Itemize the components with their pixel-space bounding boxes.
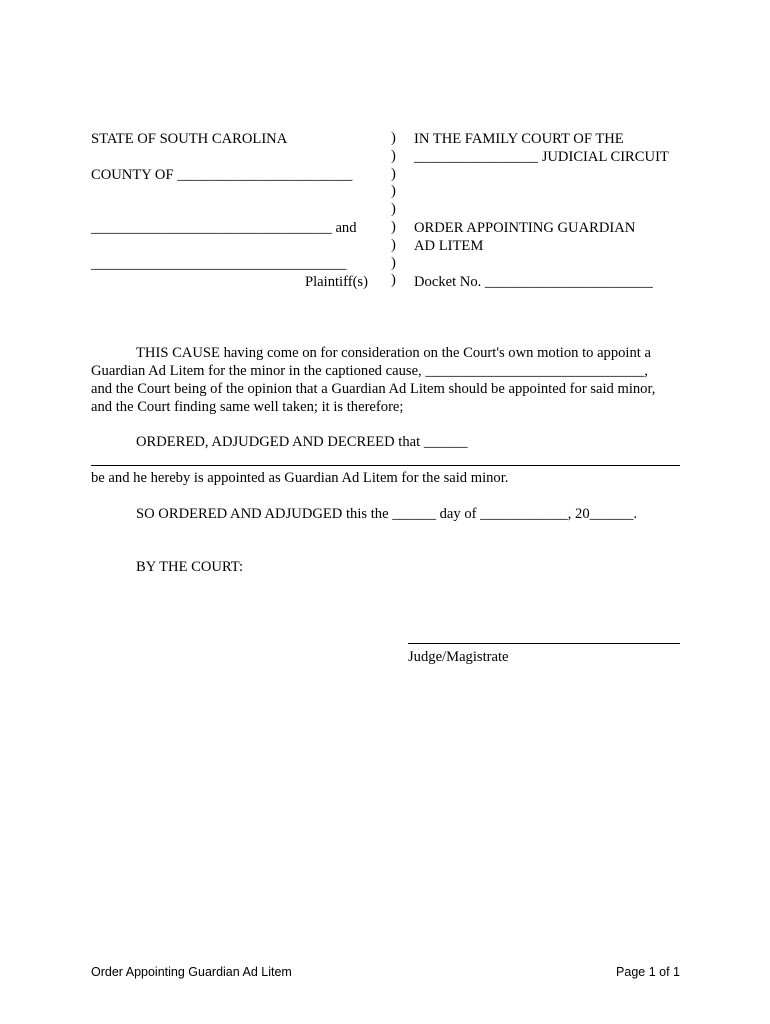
- party-line-2: ___________________________________: [91, 256, 347, 272]
- signature-label: Judge/Magistrate: [408, 649, 509, 665]
- party-line-1: _________________________________ and: [91, 220, 357, 236]
- judicial-circuit: _________________ JUDICIAL CIRCUIT: [414, 149, 669, 165]
- footer-title: Order Appointing Guardian Ad Litem: [91, 965, 292, 979]
- court-heading: IN THE FAMILY COURT OF THE: [414, 131, 624, 147]
- order-title-cont: AD LITEM: [414, 238, 484, 254]
- caption-paren: ): [391, 147, 396, 164]
- caption-paren: ): [391, 272, 396, 289]
- caption-paren: ): [391, 218, 396, 235]
- caption-paren: ): [391, 236, 396, 253]
- body-paragraph-line: and the Court being of the opinion that a Guardian Ad Litem should be appointed for said minor,: [91, 381, 656, 397]
- body-paragraph-line: and the Court finding same well taken; it is therefore;: [91, 399, 404, 415]
- by-the-court: BY THE COURT:: [136, 559, 244, 575]
- so-ordered-clause: SO ORDERED AND ADJUDGED this the ______ day of ____________, 20______.: [136, 506, 638, 522]
- signature-line: [408, 643, 680, 644]
- guardian-name-line: [91, 465, 680, 466]
- caption-paren: ): [391, 183, 396, 200]
- plaintiffs-label: Plaintiff(s): [305, 274, 368, 290]
- docket-number: Docket No. _______________________: [414, 274, 653, 290]
- appointed-clause: be and he hereby is appointed as Guardian Ad Litem for the said minor.: [91, 470, 509, 486]
- caption-paren: ): [391, 130, 396, 146]
- county-field: COUNTY OF ________________________: [91, 167, 353, 183]
- caption-paren: ): [391, 201, 396, 218]
- caption-paren: ): [391, 254, 396, 271]
- state-heading: STATE OF SOUTH CAROLINA: [91, 131, 288, 147]
- page-number: Page 1 of 1: [616, 965, 680, 979]
- caption-paren: ): [391, 165, 396, 182]
- order-title: ORDER APPOINTING GUARDIAN: [414, 220, 636, 236]
- body-paragraph-line: THIS CAUSE having come on for consideration on the Court's own motion to appoint a: [136, 345, 651, 361]
- ordered-clause: ORDERED, ADJUDGED AND DECREED that ______: [136, 434, 468, 450]
- body-paragraph-line: Guardian Ad Litem for the minor in the captioned cause, ______________________________,: [91, 363, 648, 379]
- caption-divider: [391, 130, 399, 290]
